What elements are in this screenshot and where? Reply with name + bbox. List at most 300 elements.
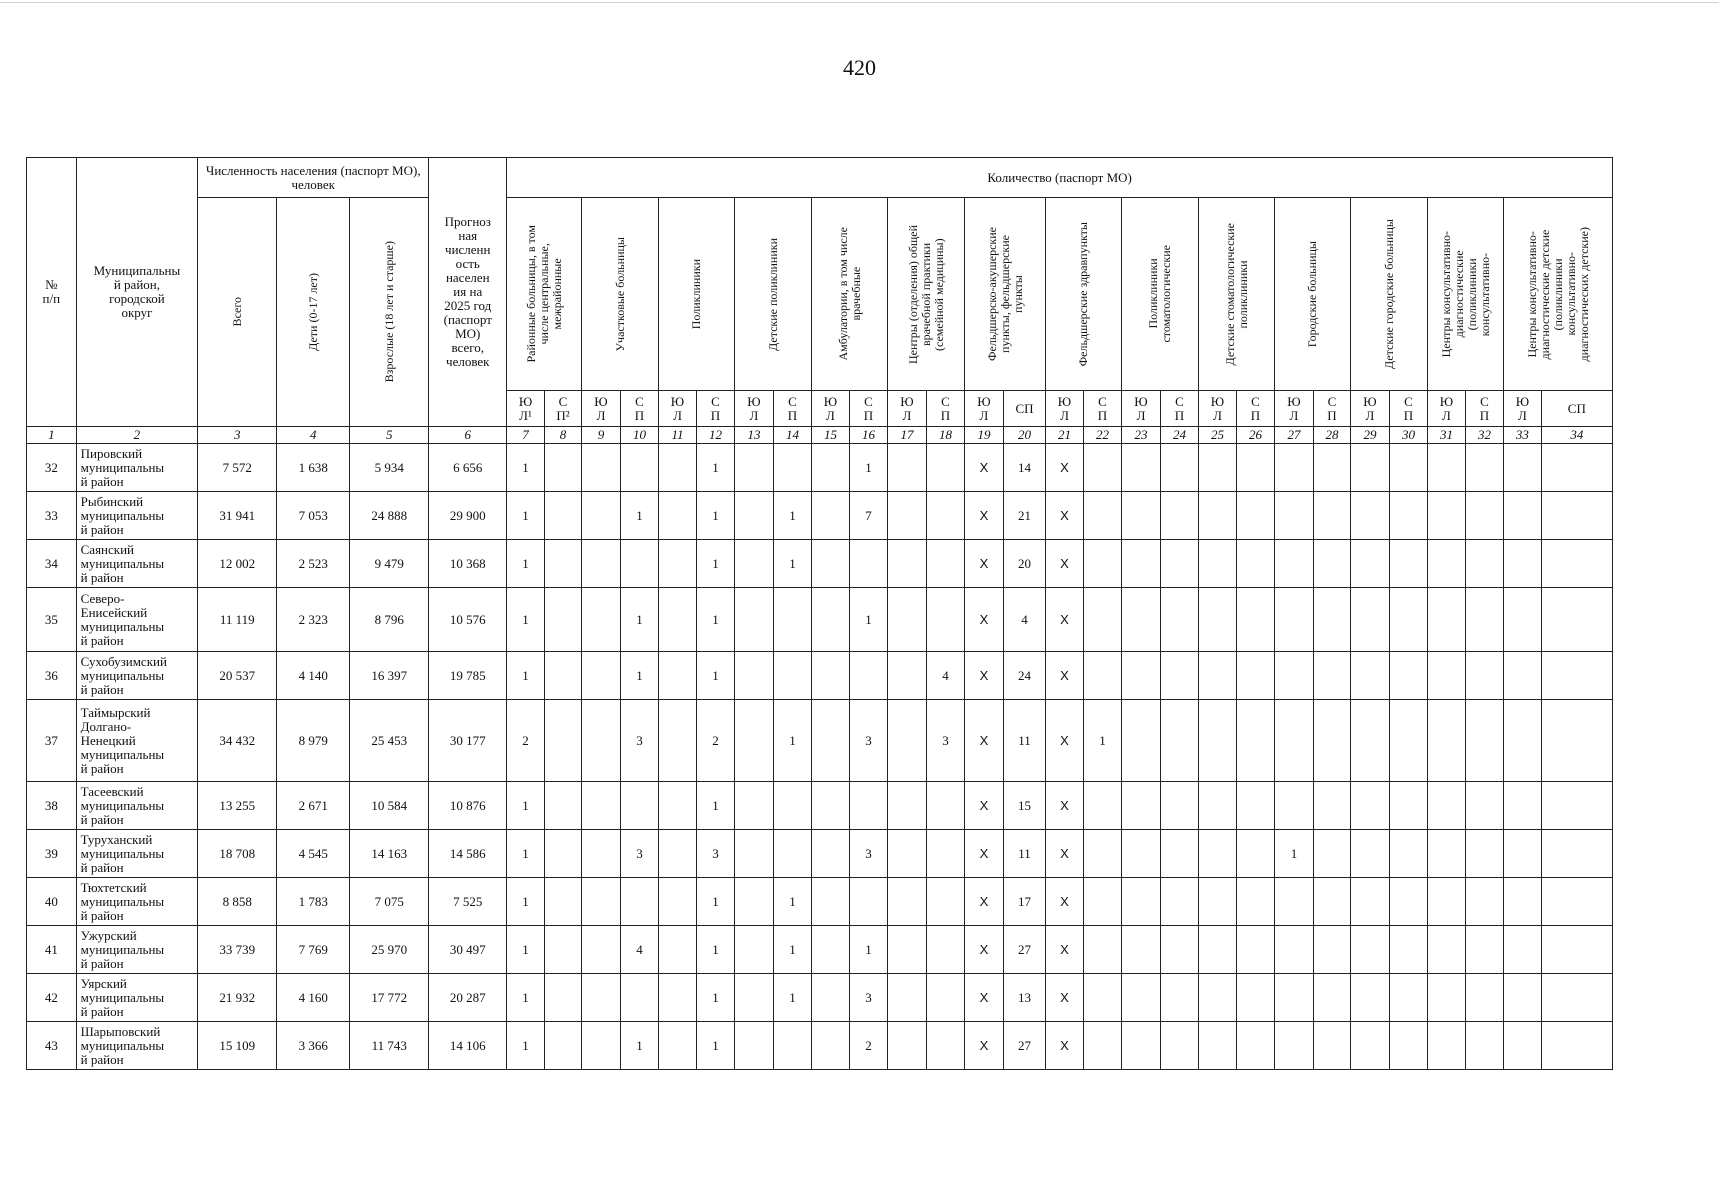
municipality-name: Ужурский муниципальны й район	[76, 926, 198, 974]
facility-count: 24	[1003, 652, 1046, 700]
facility-count: 3	[849, 700, 888, 782]
column-number: 3	[198, 427, 277, 444]
facility-count	[1199, 652, 1236, 700]
table-row	[27, 652, 1613, 700]
facility-count	[1465, 926, 1504, 974]
facility-count	[812, 1022, 849, 1070]
facility-count: 1	[696, 444, 735, 492]
table-row	[27, 492, 1613, 540]
facility-count	[1160, 782, 1199, 830]
column-number: 2	[76, 427, 198, 444]
facility-count	[1351, 588, 1390, 652]
facility-count	[926, 540, 965, 588]
facility-count	[1083, 444, 1122, 492]
table-row	[27, 830, 1613, 878]
header-category-12	[1351, 198, 1428, 391]
header-category-2	[582, 198, 659, 391]
header-category-4	[735, 198, 812, 391]
facility-count	[1465, 700, 1504, 782]
facility-count	[1083, 830, 1122, 878]
population-forecast: 6 656	[429, 444, 507, 492]
facility-count: Х	[965, 878, 1004, 926]
facility-count	[544, 492, 581, 540]
facility-count: 1	[507, 830, 544, 878]
facility-count	[1122, 652, 1161, 700]
header-category-3-text: Поликлиники	[689, 258, 704, 330]
header-sublabel: СП	[1541, 391, 1612, 427]
header-category-10-text: Детские стоматологические поликлиники	[1222, 222, 1250, 366]
facility-count: 1	[507, 1022, 544, 1070]
facility-count	[1122, 540, 1161, 588]
facility-count	[1236, 652, 1275, 700]
facility-count	[1541, 782, 1612, 830]
population-adults: 5 934	[350, 444, 429, 492]
column-number: 8	[544, 427, 581, 444]
facility-count	[1199, 444, 1236, 492]
facility-count: 11	[1003, 830, 1046, 878]
header-sublabel: Ю Л	[1504, 391, 1541, 427]
facility-count	[1389, 878, 1428, 926]
header-sublabel: Ю Л	[659, 391, 696, 427]
facility-count	[1083, 974, 1122, 1022]
facility-count: Х	[1046, 926, 1083, 974]
facility-count	[1541, 652, 1612, 700]
facility-count	[1541, 700, 1612, 782]
facility-count: 1	[773, 926, 812, 974]
facility-count	[735, 830, 774, 878]
facility-count	[812, 700, 849, 782]
facility-count	[1504, 700, 1541, 782]
facility-count	[1465, 974, 1504, 1022]
facility-count	[1083, 782, 1122, 830]
population-children: 4 545	[277, 830, 350, 878]
facility-count	[1236, 1022, 1275, 1070]
facility-count: 1	[1083, 700, 1122, 782]
facility-count	[773, 1022, 812, 1070]
facility-count	[582, 700, 621, 782]
facility-count: Х	[965, 492, 1004, 540]
facility-count: 1	[620, 1022, 659, 1070]
facility-count	[1199, 700, 1236, 782]
facility-count: 21	[1003, 492, 1046, 540]
facility-count	[1351, 878, 1390, 926]
population-forecast: 30 497	[429, 926, 507, 974]
population-children: 3 366	[277, 1022, 350, 1070]
row-number: 41	[27, 926, 77, 974]
facility-count	[1199, 782, 1236, 830]
population-forecast: 14 586	[429, 830, 507, 878]
column-number: 6	[429, 427, 507, 444]
facility-count	[735, 974, 774, 1022]
facility-count	[1236, 878, 1275, 926]
column-number: 1	[27, 427, 77, 444]
facility-count	[620, 878, 659, 926]
facility-count	[812, 830, 849, 878]
facility-count: 1	[696, 974, 735, 1022]
column-number: 28	[1313, 427, 1350, 444]
facility-count	[1160, 700, 1199, 782]
facility-count	[1428, 444, 1465, 492]
municipality-name: Сухобузимский муниципальны й район	[76, 652, 198, 700]
facility-count: Х	[965, 782, 1004, 830]
header-sublabel: Ю Л	[1122, 391, 1161, 427]
facility-count	[1122, 974, 1161, 1022]
column-number: 14	[773, 427, 812, 444]
header-category-7-text: Фельдшерско-акушерские пункты, фельдшерские пункты	[984, 227, 1025, 361]
facility-count	[582, 444, 621, 492]
facility-count: 2	[696, 700, 735, 782]
facility-count	[926, 878, 965, 926]
facility-count	[1160, 926, 1199, 974]
facility-count	[1504, 830, 1541, 878]
facility-count	[926, 444, 965, 492]
header-quantity-group: Количество (паспорт МО)	[507, 158, 1613, 198]
table-row	[27, 1022, 1613, 1070]
facility-count	[582, 926, 621, 974]
facility-count: 1	[507, 782, 544, 830]
header-sublabel: Ю Л¹	[507, 391, 544, 427]
facility-count	[544, 974, 581, 1022]
column-number: 26	[1236, 427, 1275, 444]
row-number: 37	[27, 700, 77, 782]
header-category-11-text: Городские больницы	[1305, 240, 1320, 348]
population-children: 2 523	[277, 540, 350, 588]
facility-count: Х	[965, 652, 1004, 700]
facility-count	[1465, 1022, 1504, 1070]
header-category-2-text: Участковые больницы	[612, 236, 627, 352]
facility-count	[544, 652, 581, 700]
facility-count	[659, 444, 696, 492]
table-row	[27, 926, 1613, 974]
facility-count	[1465, 782, 1504, 830]
facility-count	[1389, 444, 1428, 492]
facility-count	[1160, 1022, 1199, 1070]
table-row	[27, 878, 1613, 926]
facility-count	[773, 444, 812, 492]
population-total: 18 708	[198, 830, 277, 878]
facility-count	[1313, 830, 1350, 878]
facility-count	[1160, 540, 1199, 588]
facility-count	[1275, 1022, 1314, 1070]
row-number: 33	[27, 492, 77, 540]
facility-count	[582, 782, 621, 830]
facility-count	[1504, 1022, 1541, 1070]
facility-count	[812, 540, 849, 588]
facility-count	[735, 782, 774, 830]
facility-count	[812, 974, 849, 1022]
facility-count	[582, 878, 621, 926]
header-sublabel: С П	[1160, 391, 1199, 427]
facility-count	[926, 1022, 965, 1070]
facility-count	[1465, 540, 1504, 588]
facility-count: 1	[773, 492, 812, 540]
facility-count	[544, 926, 581, 974]
column-number: 30	[1389, 427, 1428, 444]
column-number: 4	[277, 427, 350, 444]
facility-count	[1465, 492, 1504, 540]
header-category-1	[507, 198, 582, 391]
facility-count	[659, 926, 696, 974]
facility-count: Х	[1046, 878, 1083, 926]
facility-count: 7	[849, 492, 888, 540]
facility-count	[659, 652, 696, 700]
facility-count	[926, 926, 965, 974]
facility-count: Х	[1046, 782, 1083, 830]
header-sublabel: С П	[1236, 391, 1275, 427]
facility-count	[735, 926, 774, 974]
header-total-text: Всего	[229, 297, 244, 327]
facility-count	[735, 444, 774, 492]
facility-count	[1351, 652, 1390, 700]
header-category-8	[1046, 198, 1122, 391]
facility-count	[1083, 878, 1122, 926]
facility-count	[735, 1022, 774, 1070]
column-number: 22	[1083, 427, 1122, 444]
facility-count: Х	[1046, 700, 1083, 782]
facility-count	[1541, 444, 1612, 492]
facility-count: 1	[620, 652, 659, 700]
municipality-name: Саянский муниципальны й район	[76, 540, 198, 588]
facility-count	[1275, 444, 1314, 492]
facility-count	[926, 492, 965, 540]
header-sublabel: Ю Л	[965, 391, 1004, 427]
facility-count: Х	[965, 540, 1004, 588]
facility-count: 11	[1003, 700, 1046, 782]
table-row	[27, 540, 1613, 588]
facility-count: 1	[773, 700, 812, 782]
facility-count	[1083, 926, 1122, 974]
facility-count	[888, 652, 927, 700]
facility-count	[1313, 492, 1350, 540]
population-forecast: 19 785	[429, 652, 507, 700]
facility-count: 1	[849, 926, 888, 974]
facility-count	[888, 974, 927, 1022]
header-category-5	[812, 198, 888, 391]
facility-count	[1236, 492, 1275, 540]
facility-count	[1275, 926, 1314, 974]
facility-count	[1122, 492, 1161, 540]
population-adults: 11 743	[350, 1022, 429, 1070]
facility-count	[659, 588, 696, 652]
facility-count: 1	[507, 540, 544, 588]
facility-count	[926, 782, 965, 830]
population-children: 2 323	[277, 588, 350, 652]
column-number: 15	[812, 427, 849, 444]
facility-count: Х	[1046, 588, 1083, 652]
header-sublabel: Ю Л	[1351, 391, 1390, 427]
facility-count	[1541, 588, 1612, 652]
facility-count: 1	[696, 588, 735, 652]
healthcare-facilities-table	[26, 157, 1613, 1070]
facility-count	[1275, 540, 1314, 588]
facility-count	[888, 1022, 927, 1070]
facility-count	[735, 878, 774, 926]
facility-count: 17	[1003, 878, 1046, 926]
header-adults	[350, 198, 429, 427]
facility-count	[1428, 492, 1465, 540]
row-number: 40	[27, 878, 77, 926]
population-adults: 9 479	[350, 540, 429, 588]
population-adults: 14 163	[350, 830, 429, 878]
facility-count	[1313, 878, 1350, 926]
column-number: 11	[659, 427, 696, 444]
municipality-name: Тюхтетский муниципальны й район	[76, 878, 198, 926]
municipality-name: Пировский муниципальны й район	[76, 444, 198, 492]
facility-count	[1541, 878, 1612, 926]
facility-count: 1	[849, 588, 888, 652]
facility-count	[544, 540, 581, 588]
header-sublabel: Ю Л	[1275, 391, 1314, 427]
facility-count	[1504, 878, 1541, 926]
population-adults: 7 075	[350, 878, 429, 926]
facility-count	[735, 588, 774, 652]
population-forecast: 30 177	[429, 700, 507, 782]
facility-count: Х	[965, 588, 1004, 652]
population-total: 15 109	[198, 1022, 277, 1070]
header-category-13-text: Центры консультативно- диагностические (поликлиники консультативно-	[1438, 230, 1492, 358]
page-number: 420	[843, 55, 876, 80]
column-number: 21	[1046, 427, 1083, 444]
facility-count	[1275, 700, 1314, 782]
facility-count	[1236, 782, 1275, 830]
facility-count	[1428, 652, 1465, 700]
facility-count	[1160, 830, 1199, 878]
facility-count: 4	[1003, 588, 1046, 652]
facility-count	[1389, 540, 1428, 588]
facility-count	[735, 700, 774, 782]
header-number: № п/п	[27, 158, 77, 427]
header-category-1-text: Районные больницы, в том числе центральные, межрайонные	[523, 225, 564, 363]
facility-count	[1541, 974, 1612, 1022]
column-number: 31	[1428, 427, 1465, 444]
facility-count	[735, 652, 774, 700]
facility-count	[1236, 830, 1275, 878]
facility-count: Х	[1046, 444, 1083, 492]
population-adults: 25 453	[350, 700, 429, 782]
column-number: 33	[1504, 427, 1541, 444]
facility-count	[1199, 1022, 1236, 1070]
facility-count	[1236, 444, 1275, 492]
population-total: 8 858	[198, 878, 277, 926]
facility-count	[582, 588, 621, 652]
table-row	[27, 974, 1613, 1022]
facility-count	[1275, 492, 1314, 540]
facility-count: 1	[849, 444, 888, 492]
facility-count: 1	[507, 588, 544, 652]
facility-count	[1504, 782, 1541, 830]
facility-count	[1083, 492, 1122, 540]
facility-count	[1389, 492, 1428, 540]
facility-count	[1083, 652, 1122, 700]
facility-count	[582, 974, 621, 1022]
header-category-8-text: Фельдшерские здравпункты	[1076, 221, 1091, 367]
facility-count	[1541, 926, 1612, 974]
header-category-13	[1428, 198, 1504, 391]
facility-count	[735, 540, 774, 588]
facility-count	[888, 926, 927, 974]
row-number: 36	[27, 652, 77, 700]
facility-count	[1351, 926, 1390, 974]
facility-count	[1199, 878, 1236, 926]
header-population-group: Численность населения (паспорт МО), человек	[198, 158, 429, 198]
facility-count	[1389, 926, 1428, 974]
facility-count	[812, 444, 849, 492]
facility-count	[1428, 540, 1465, 588]
facility-count	[544, 782, 581, 830]
facility-count	[1236, 926, 1275, 974]
column-number: 24	[1160, 427, 1199, 444]
column-number: 27	[1275, 427, 1314, 444]
population-children: 7 053	[277, 492, 350, 540]
header-category-11	[1275, 198, 1351, 391]
row-number: 35	[27, 588, 77, 652]
facility-count: 1	[507, 878, 544, 926]
row-number: 43	[27, 1022, 77, 1070]
population-children: 8 979	[277, 700, 350, 782]
column-number: 16	[849, 427, 888, 444]
facility-count: 3	[849, 830, 888, 878]
facility-count	[849, 652, 888, 700]
facility-count: 3	[926, 700, 965, 782]
facility-count	[1313, 974, 1350, 1022]
population-children: 1 783	[277, 878, 350, 926]
header-sublabel: С П	[1313, 391, 1350, 427]
header-category-7	[965, 198, 1046, 391]
header-category-4-text: Детские поликлиники	[765, 237, 780, 351]
facility-count	[888, 700, 927, 782]
facility-count	[1313, 540, 1350, 588]
facility-count	[1351, 1022, 1390, 1070]
facility-count	[1389, 588, 1428, 652]
column-number: 18	[926, 427, 965, 444]
facility-count	[1428, 974, 1465, 1022]
facility-count	[1160, 492, 1199, 540]
facility-count	[1275, 588, 1314, 652]
facility-count	[1389, 830, 1428, 878]
facility-count	[888, 830, 927, 878]
population-adults: 17 772	[350, 974, 429, 1022]
facility-count	[773, 652, 812, 700]
population-adults: 8 796	[350, 588, 429, 652]
facility-count	[1504, 492, 1541, 540]
facility-count: Х	[1046, 830, 1083, 878]
column-number: 7	[507, 427, 544, 444]
header-category-10	[1199, 198, 1275, 391]
column-number: 34	[1541, 427, 1612, 444]
facility-count	[1122, 700, 1161, 782]
facility-count	[1351, 444, 1390, 492]
population-adults: 24 888	[350, 492, 429, 540]
facility-count: 1	[507, 652, 544, 700]
column-number: 17	[888, 427, 927, 444]
facility-count	[582, 652, 621, 700]
facility-count	[1313, 782, 1350, 830]
population-adults: 10 584	[350, 782, 429, 830]
facility-count	[1428, 1022, 1465, 1070]
facility-count: Х	[965, 700, 1004, 782]
facility-count	[1351, 782, 1390, 830]
facility-count: 2	[849, 1022, 888, 1070]
facility-count	[849, 540, 888, 588]
facility-count	[1351, 974, 1390, 1022]
facility-count	[659, 492, 696, 540]
facility-count	[1236, 588, 1275, 652]
population-forecast: 10 876	[429, 782, 507, 830]
facility-count	[1083, 540, 1122, 588]
column-number: 13	[735, 427, 774, 444]
facility-count	[849, 878, 888, 926]
facility-count	[1199, 926, 1236, 974]
